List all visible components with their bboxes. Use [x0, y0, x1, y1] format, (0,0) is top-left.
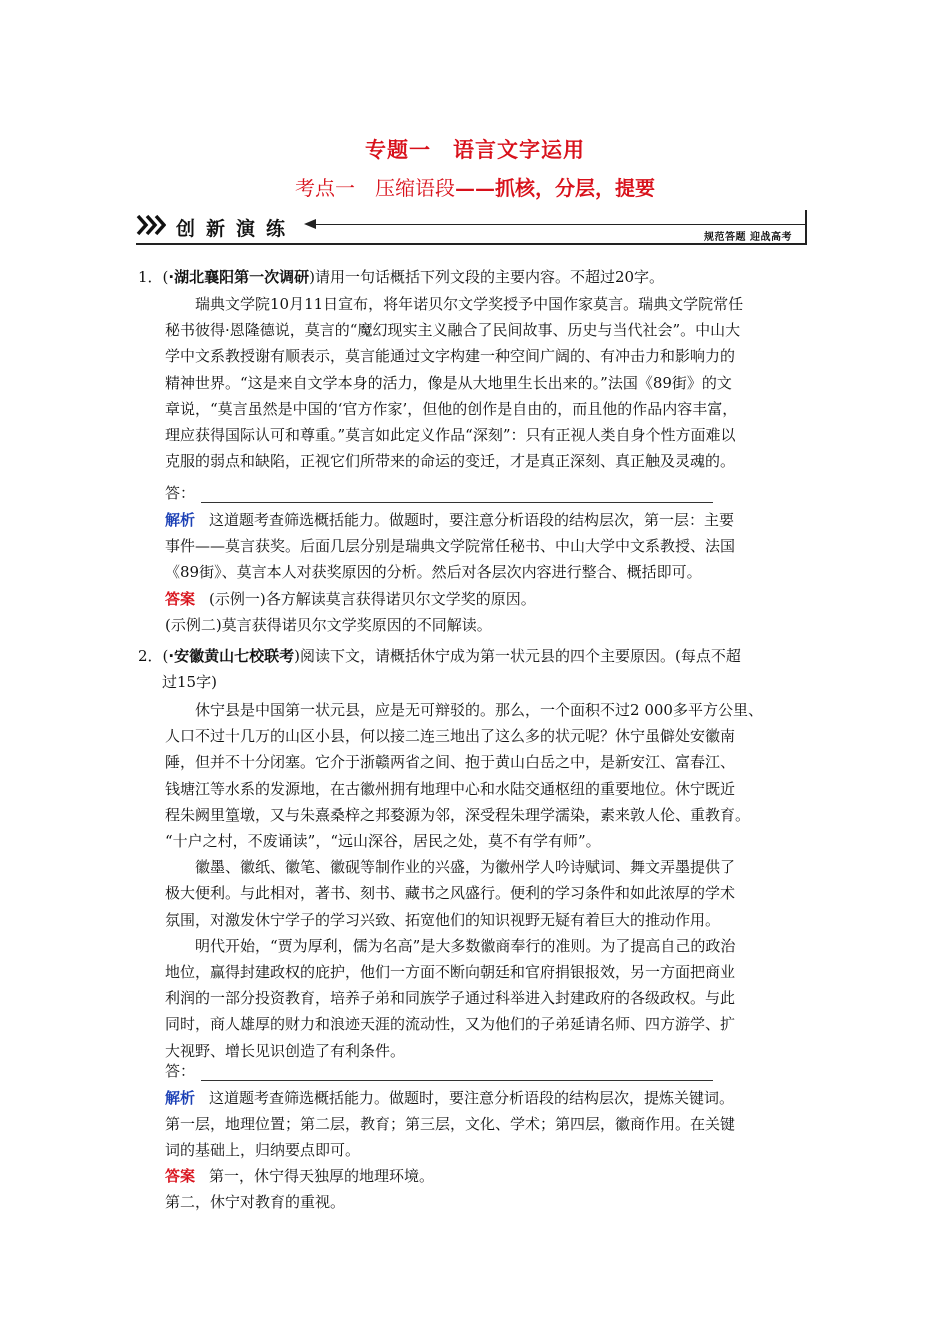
passage-line: 氛围，对激发休宁学子的学习兴致、拓宽他们的知识视野无疑有着巨大的推动作用。 — [165, 910, 721, 929]
answer-line[interactable] — [201, 486, 713, 503]
question-text: )请用一句话概括下列文段的主要内容。不超过20字。 — [309, 268, 665, 286]
passage-line: 秘书彼得·恩隆德说，莫言的“魔幻现实主义融合了民间故事、历史与当代社会”。中山大 — [165, 321, 741, 340]
answer-text: (示例二)莫言获得诺贝尔文学奖原因的不同解读。 — [165, 616, 492, 635]
passage-line: 极大便利。与此相对，著书、刻书、藏书之风盛行。便利的学习条件和如此浓厚的学术 — [165, 884, 736, 903]
question-2-answer — [165, 1163, 815, 1215]
passage-line: 理应获得国际认可和尊重。”莫言如此定义作品“深刻”：只有正视人类自身个性方面难以 — [165, 426, 736, 445]
question-number: 2．( — [138, 647, 169, 665]
passage-line: “十户之村，不废诵读”，“远山深谷，居民之处，莫不有学有师”。 — [165, 832, 601, 851]
question-2-prompt — [138, 643, 741, 669]
passage-line: 钱塘江等水系的发源地，在古徽州拥有地理中心和水陆交通枢纽的重要地位。休宁既近 — [165, 779, 736, 798]
analysis-tag: 解析 — [165, 511, 196, 529]
analysis-line: 词的基础上，归纳要点即可。 — [165, 1141, 361, 1160]
answer-text: 第二，休宁对教育的重视。 — [165, 1193, 346, 1212]
page-subtitle — [0, 172, 950, 201]
question-2-passage — [165, 697, 815, 1064]
passage-line: 休宁县是中国第一状元县，应是无可辩驳的。那么，一个面积不过2 000多平方公里、 — [195, 701, 763, 719]
answer-label: 答： — [165, 1062, 196, 1080]
page-title: 专题一 语言文字运用 — [365, 137, 585, 162]
banner-rule-end — [805, 210, 807, 244]
subtitle-prefix: 考点一 压缩语段 — [295, 176, 455, 200]
passage-line: 地位，赢得封建政权的庇护，他们一方面不断向朝廷和官府捐银报效，另一方面把商业 — [165, 963, 736, 982]
question-2-analysis — [165, 1085, 815, 1164]
question-source: ·湖北襄阳第一次调研 — [168, 268, 310, 286]
section-banner — [136, 210, 808, 246]
banner-underline — [136, 243, 807, 245]
question-2-prompt-cont: 过15字) — [162, 673, 217, 691]
passage-line: 人口不过十几万的山区小县，何以接二连三地出了这么多的状元呢？休宁虽僻处安徽南 — [165, 727, 736, 746]
passage-line: 章说，“莫言虽然是中国的‘官方作家’，但他的创作是自由的，而且他的作品内容丰富， — [165, 399, 738, 418]
question-source: ·安徽黄山七校联考 — [168, 647, 295, 665]
analysis-tag: 解析 — [165, 1089, 196, 1107]
passage-line: 克服的弱点和缺陷，正视它们所带来的命运的变迁，才是真正深刻、真正触及灵魂的。 — [165, 452, 736, 471]
analysis-line: 这道题考查筛选概括能力。做题时，要注意分析语段的结构层次，第一层：主要 — [209, 511, 735, 529]
question-text: )阅读下文，请概括休宁成为第一状元县的四个主要原因。(每点不超 — [294, 647, 741, 665]
answer-line[interactable] — [201, 1064, 713, 1081]
answer-tag: 答案 — [165, 1167, 196, 1185]
passage-line: 同时，商人雄厚的财力和浪迹天涯的流动性，又为他们的子弟延请名师、四方游学、扩 — [165, 1015, 736, 1034]
subtitle-emphasis: ——抓核，分层，提要 — [455, 176, 655, 200]
analysis-line: 事件——莫言获奖。后面几层分别是瑞典文学院常任秘书、中山大学中文系教授、法国 — [165, 537, 736, 556]
answer-label: 答： — [165, 484, 196, 502]
question-1-analysis — [165, 507, 815, 586]
passage-line: 大视野、增长见识创造了有利条件。 — [165, 1041, 406, 1060]
question-2-answer-blank[interactable] — [165, 1060, 713, 1081]
banner-slogan: 规范答题 迎战高考 — [704, 232, 792, 243]
banner-rule — [314, 224, 806, 225]
question-1-prompt — [138, 264, 664, 290]
passage-line: 陲，但并不十分闭塞。它介于浙赣两省之间、抱于黄山白岳之中，是新安江、富春江、 — [165, 753, 736, 772]
question-number: 1．( — [138, 268, 169, 286]
passage-line: 程朱阙里篁墩，又与朱熹桑梓之邦婺源为邻，深受程朱理学濡染，素来敦人伦、重教育。 — [165, 805, 751, 824]
answer-tag: 答案 — [165, 590, 196, 608]
passage-line: 精神世界。“这是来自文学本身的活力，像是从大地里生长出来的。”法国《89街》的文 — [165, 373, 732, 392]
question-1-answer-blank[interactable] — [165, 482, 713, 503]
banner-label: 创新演练 — [176, 218, 297, 240]
question-1-passage — [165, 291, 815, 474]
question-1-answer — [165, 586, 815, 638]
triple-chevron-icon — [136, 213, 166, 237]
passage-line: 徽墨、徽纸、徽笔、徽砚等制作业的兴盛，为徽州学人吟诗赋词、舞文弄墨提供了 — [195, 858, 736, 877]
passage-line: 学中文系教授谢有顺表示，莫言能通过文字构建一种空间广阔的、有冲击力和影响力的 — [165, 347, 736, 366]
answer-text: (示例一)各方解读莫言获得诺贝尔文学奖的原因。 — [209, 590, 536, 608]
passage-line: 明代开始，“贾为厚利，儒为名高”是大多数徽商奉行的准则。为了提高自己的政治 — [195, 936, 736, 955]
answer-text: 第一，休宁得天独厚的地理环境。 — [209, 1167, 435, 1185]
passage-line: 利润的一部分投资教育，培养子弟和同族学子通过科举进入封建政府的各级政权。与此 — [165, 989, 736, 1008]
passage-line: 瑞典文学院10月11日宣布，将年诺贝尔文学奖授予中国作家莫言。瑞典文学院常任 — [195, 295, 744, 313]
analysis-line: 这道题考查筛选概括能力。做题时，要注意分析语段的结构层次，提炼关键词。 — [209, 1089, 735, 1107]
analysis-line: 《89街》、莫言本人对获奖原因的分析。然后对各层次内容进行整合、概括即可。 — [165, 563, 702, 582]
analysis-line: 第一层，地理位置；第二层，教育；第三层，文化、学术；第四层，徽商作用。在关键 — [165, 1115, 736, 1134]
